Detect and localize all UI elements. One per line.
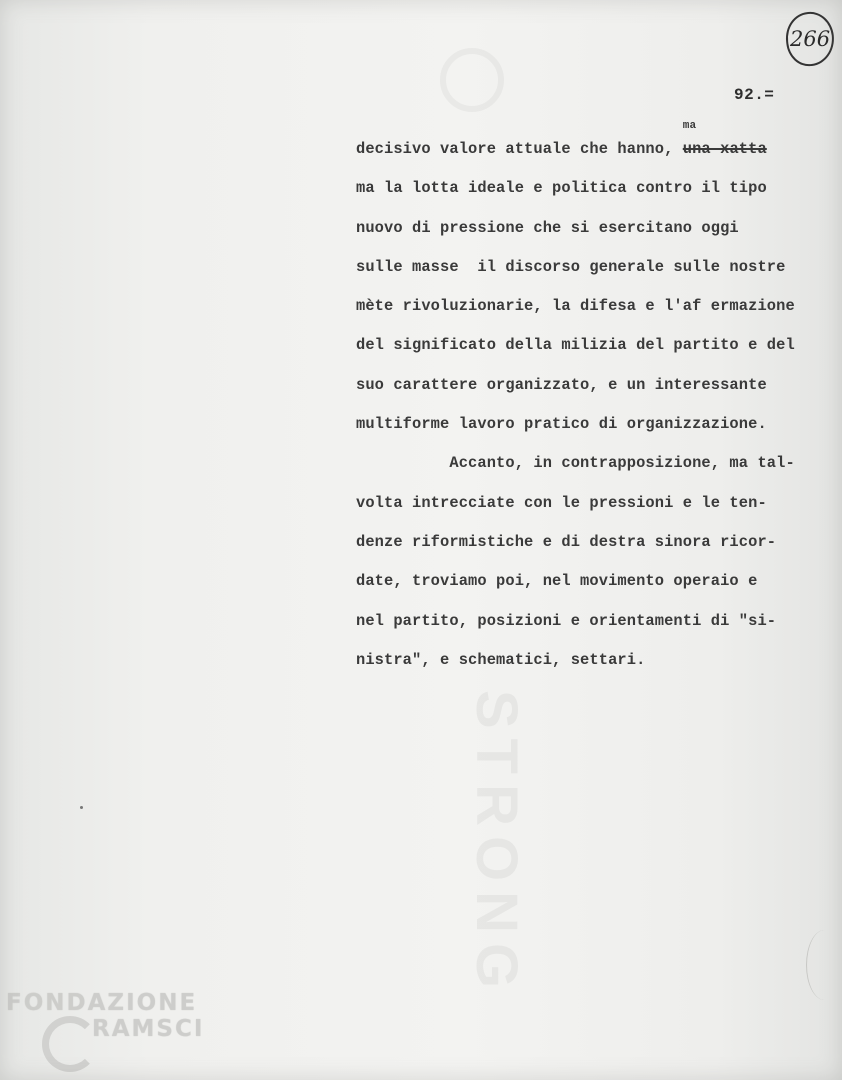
text-line-14: nistra", e schematici, settari.: [356, 650, 646, 669]
correction-text: ma: [682, 120, 697, 132]
stamp-g-logo-icon: [42, 1016, 98, 1072]
text-line-4: sulle masse il discorso generale sulle nostre: [356, 257, 786, 276]
stamp-line-1: FONDAZIONE: [6, 990, 198, 1016]
folio-number: 266: [789, 27, 831, 51]
text-line-2: ma la lotta ideale e politica contro il tipo: [356, 179, 767, 198]
text-line-3: nuovo di pressione che si esercitano oggi: [356, 218, 739, 237]
fondazione-gramsci-watermark: [6, 990, 216, 1070]
typed-text-body: [356, 120, 826, 684]
watermark-ring: [440, 48, 504, 112]
paper-speck: [80, 806, 83, 809]
text-line-5: mète rivoluzionarie, la difesa e l'af ermazione: [356, 297, 795, 316]
paper-edge-mark: [806, 930, 842, 1000]
struck-text: una xatta: [682, 140, 767, 158]
stamp-line-2: RAMSCI: [92, 1016, 205, 1042]
text-line-9: Accanto, in contrapposizione, ma tal-: [356, 454, 795, 473]
page-number: 92.=: [734, 86, 775, 104]
text-line-10: volta intrecciate con le pressioni e le ten-: [356, 493, 767, 512]
text-line-1: decisivo valore attuale che hanno, ma una xatta: [356, 134, 826, 173]
watermark-ghost-text: STRONG: [464, 690, 529, 999]
text-line-8: multiforme lavoro pratico di organizzazione.: [356, 415, 767, 434]
text-line-13: nel partito, posizioni e orientamenti di "si-: [356, 611, 777, 630]
struck-correction: [682, 120, 767, 164]
text-line-12: date, troviamo poi, nel movimento operaio e: [356, 572, 758, 591]
text-line-6: del significato della milizia del partito e del: [356, 336, 795, 355]
handwritten-folio-number: [783, 10, 836, 69]
text-line-7: suo carattere organizzato, e un interessante: [356, 375, 767, 394]
text-line-11: denze riformistiche e di destra sinora ricor-: [356, 532, 777, 551]
